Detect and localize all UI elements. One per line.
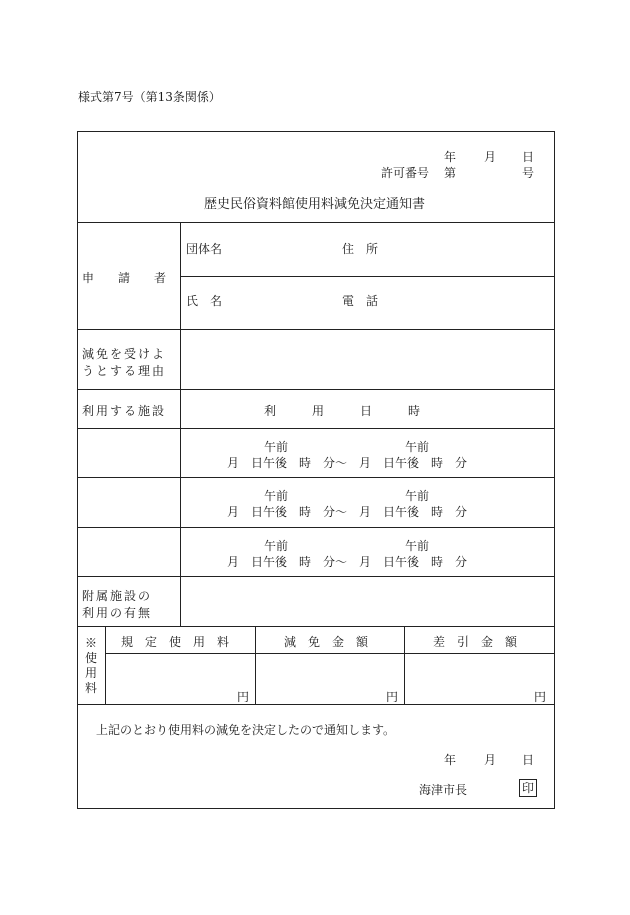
divider-title (77, 222, 554, 223)
date-day: 日 (522, 150, 535, 164)
fee-col-net: 差 引 金 額 (433, 635, 518, 649)
seal-text: 印 (519, 779, 537, 797)
permit-dai: 第 (444, 166, 457, 180)
divider-row1 (77, 477, 554, 478)
row3-ampm-start: 午前 (264, 539, 289, 553)
fee-unit-3: 円 (534, 690, 547, 704)
fee-col-reduction: 減 免 金 額 (284, 635, 369, 649)
row2-ampm-start: 午前 (264, 489, 289, 503)
divider-facility-header (77, 428, 554, 429)
col-divider-fee-label (105, 626, 106, 704)
col-divider-fee-2 (404, 626, 405, 704)
attached-label-line2: 利用の有無 (82, 606, 153, 620)
name-label: 氏 名 (186, 294, 223, 308)
col-divider-fee-1 (255, 626, 256, 704)
fee-col-standard: 規 定 使 用 料 (121, 635, 230, 649)
notice-date-year: 年 (444, 753, 457, 767)
form-title: 歴史民俗資料館使用料減免決定通知書 (204, 197, 426, 212)
row2-ampm-end: 午前 (405, 489, 430, 503)
row1-ampm-end: 午前 (405, 440, 430, 454)
seal-mark (519, 779, 537, 797)
reason-label-line2: うとする理由 (82, 364, 167, 378)
col-divider-main (180, 222, 181, 626)
reason-label-line1: 減免を受けよ (82, 347, 167, 361)
date-month: 月 (484, 150, 497, 164)
mayor-title: 海津市長 (419, 783, 468, 797)
applicant-label: 申 請 者 (82, 271, 167, 285)
divider-fee-header (105, 653, 554, 654)
facility-label: 利用する施設 (82, 404, 167, 418)
row1-datetime: 月 日午後 時 分～ 月 日午後 時 分 (227, 456, 468, 470)
notice-date-month: 月 (484, 753, 497, 767)
fee-unit-2: 円 (386, 690, 399, 704)
row2-datetime: 月 日午後 時 分～ 月 日午後 時 分 (227, 505, 468, 519)
fee-side-label: ※使用料 (84, 636, 97, 695)
date-year: 年 (444, 150, 457, 164)
divider-applicant-mid (180, 276, 554, 277)
row1-ampm-start: 午前 (264, 440, 289, 454)
permit-go: 号 (522, 166, 535, 180)
divider-reason (77, 389, 554, 390)
divider-row3 (77, 576, 554, 577)
phone-label: 電 話 (342, 294, 379, 308)
row3-ampm-end: 午前 (405, 539, 430, 553)
permit-number-label: 許可番号 (381, 166, 430, 180)
divider-row2 (77, 527, 554, 528)
form-reference: 様式第7号（第13条関係） (78, 90, 221, 104)
notice-text: 上記のとおり使用料の減免を決定したので通知します。 (96, 723, 396, 737)
attached-label-line1: 附属施設の (82, 589, 153, 603)
address-label: 住 所 (342, 242, 379, 256)
datetime-header: 利 用 日 時 (264, 404, 421, 418)
fee-unit-1: 円 (237, 690, 250, 704)
divider-applicant (77, 329, 554, 330)
divider-attached (77, 626, 554, 627)
org-name-label: 団体名 (186, 242, 223, 256)
notice-date-day: 日 (522, 753, 535, 767)
divider-fee (77, 704, 554, 705)
row3-datetime: 月 日午後 時 分～ 月 日午後 時 分 (227, 555, 468, 569)
